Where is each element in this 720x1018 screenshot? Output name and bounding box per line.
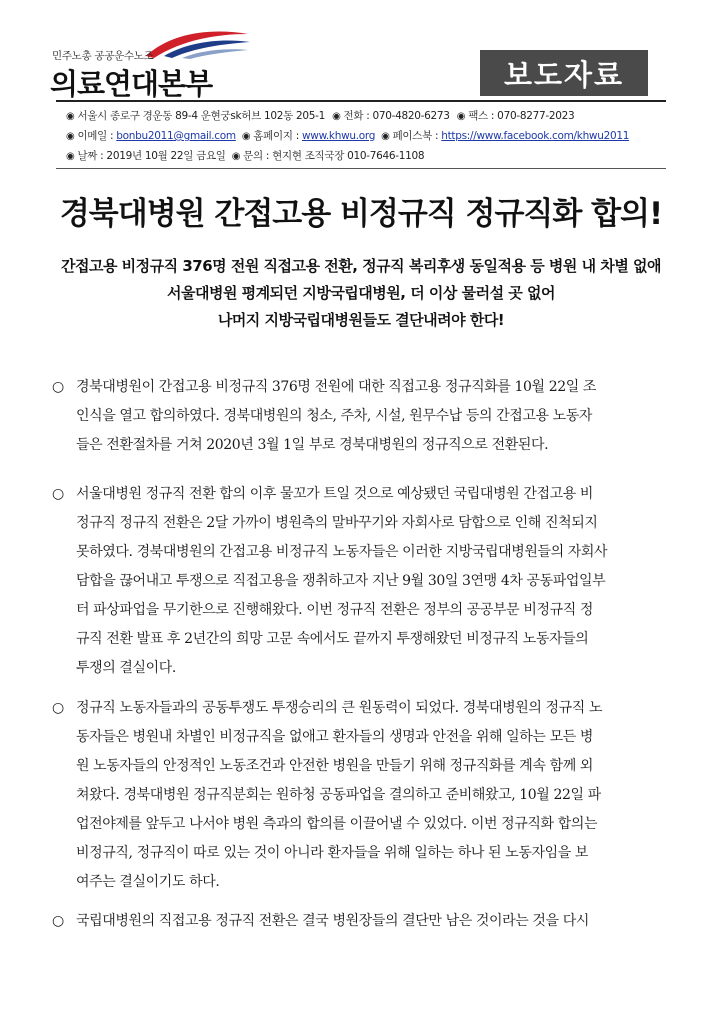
paragraph-line: 쳐왔다. 경북대병원 정규직분회는 원하청 공동파업을 결의하고 준비해왔고, 10월 22일 파: [76, 787, 601, 803]
paragraph-line: 서울대병원 정규직 전환 합의 이후 물꼬가 트일 것으로 예상됐던 국립대병원 간접고용 비: [76, 486, 594, 502]
address-text: 서울시 종로구 경운동 89-4 운현궁sk허브 102동 205-1: [77, 110, 326, 122]
bullet-icon: ◉: [456, 111, 466, 122]
body-paragraph-2: [52, 480, 672, 683]
paragraph-bullet-icon: ○: [52, 379, 64, 395]
homepage-label: 홈페이지 :: [253, 130, 299, 142]
paragraph-line: 정규직 정규직 전환은 2달 가까이 병원측의 말바꾸기와 자회사로 담합으로 인해 진척되지: [76, 515, 598, 531]
body-paragraph-4: [52, 907, 672, 936]
paragraph-line: 업전야제를 앞두고 나서야 병원 측과의 합의를 이끌어낼 수 있었다. 이번 정규직화 합의는: [76, 816, 598, 832]
paragraph-line: 경북대병원이 간접고용 비정규직 376명 전원에 대한 직접고용 정규직화를 10월 22일 조: [76, 379, 597, 395]
bullet-icon: ◉: [66, 131, 75, 142]
subheadline-2: 서울대병원 평계되던 지방국립대병원, 더 이상 물러설 곳 없어: [166, 284, 555, 302]
phone-text: 전화 : 070-4820-6273: [343, 110, 450, 122]
paragraph-line: 비정규직, 정규직이 따로 있는 것이 아니라 환자들을 위해 일하는 하나 된 노동자임을 보: [76, 845, 588, 861]
fax-text: 팩스 : 070-8277-2023: [468, 110, 575, 122]
paragraph-bullet-icon: ○: [52, 913, 64, 929]
bullet-icon: ◉: [332, 111, 341, 122]
bullet-icon: ◉: [66, 151, 75, 162]
paragraph-line: 규직 전환 발표 후 2년간의 희망 고문 속에서도 끝까지 투쟁해왔던 비정규직 노동자들의: [76, 631, 589, 647]
page-title: 경북대병원 간접고용 비정규직 정규직화 합의!: [59, 196, 663, 232]
inquiry-text: 문의 : 현지현 조직국장 010-7646-1108: [243, 150, 425, 162]
paragraph-line: 담합을 끊어내고 투쟁으로 직접고용을 쟁취하고자 지난 9월 30일 3연맹 4차 공동파업일부: [76, 573, 606, 589]
paragraph-line: 국립대병원의 직접고용 정규직 전환은 결국 병원장들의 결단만 남은 것이라는 것을 다시: [76, 913, 589, 929]
paragraph-line: 터 파상파업을 무기한으로 진행해왔다. 이번 정규직 전환은 정부의 공공부문 비정규직 정: [76, 602, 594, 618]
email-link[interactable]: bonbu2011@gmail.com: [116, 130, 236, 142]
paragraph-line: 원 노동자들의 안정적인 노동조건과 안전한 병원을 만들기 위해 정규직화를 계속 함께 외: [76, 758, 594, 774]
subheadline-1: 간접고용 비정규직 376명 전원 직접고용 전환, 정규직 복리후생 동일적용 등 병원 내 차별 없애: [60, 257, 662, 275]
body-paragraph-1: [52, 373, 672, 460]
paragraph-line: 들은 전환절차를 거쳐 2020년 3월 1일 부로 경북대병원의 정규직으로 전환된다.: [76, 437, 549, 453]
paragraph-line: 인식을 열고 합의하였다. 경북대병원의 청소, 주차, 시설, 원무수납 등의 간접고용 노동자: [76, 408, 593, 424]
logo-swoosh-icon: [142, 26, 252, 60]
paragraph-line: 투쟁의 결실이다.: [76, 660, 176, 676]
bullet-icon: ◉: [66, 111, 75, 122]
homepage-link[interactable]: www.khwu.org: [302, 130, 376, 142]
bullet-icon: ◉: [381, 131, 390, 142]
paragraph-line: 정규직 노동자들과의 공동투쟁도 투쟁승리의 큰 원동력이 되었다. 경북대병원의 정규직 노: [76, 700, 603, 716]
bullet-icon: ◉: [241, 131, 251, 142]
press-release-badge: 보도자료: [480, 50, 648, 96]
paragraph-bullet-icon: ○: [52, 700, 64, 716]
date-text: 날짜 : 2019년 10월 22일 금요일: [77, 150, 226, 162]
org-name: 의료연대본부: [50, 67, 213, 101]
paragraph-line: 동자들은 병원내 차별인 비정규직을 없애고 환자들의 생명과 안전을 위해 일하는 모든 병: [76, 729, 594, 745]
info-divider: [56, 168, 666, 169]
contact-line-address: [66, 108, 574, 123]
paragraph-line: 여주는 결실이기도 하다.: [76, 874, 220, 890]
org-logo: [46, 26, 256, 101]
org-subtitle: 민주노총 공공운수노조: [52, 50, 154, 62]
email-label: 이메일 :: [77, 130, 114, 142]
body-paragraph-3: [52, 694, 672, 897]
paragraph-bullet-icon: ○: [52, 486, 64, 502]
bullet-icon: ◉: [231, 151, 241, 162]
subheadline-3: 나머지 지방국립대병원들도 결단내려야 한다!: [217, 311, 505, 329]
header-divider: [56, 100, 666, 102]
paragraph-line: 못하였다. 경북대병원의 간접고용 비정규직 노동자들은 이러한 지방국립대병원들의 자회사: [76, 544, 608, 560]
facebook-label: 페이스북 :: [392, 130, 439, 142]
contact-line-date: [66, 148, 424, 163]
contact-line-online: [66, 128, 629, 143]
facebook-link[interactable]: https://www.facebook.com/khwu2011: [441, 130, 630, 142]
